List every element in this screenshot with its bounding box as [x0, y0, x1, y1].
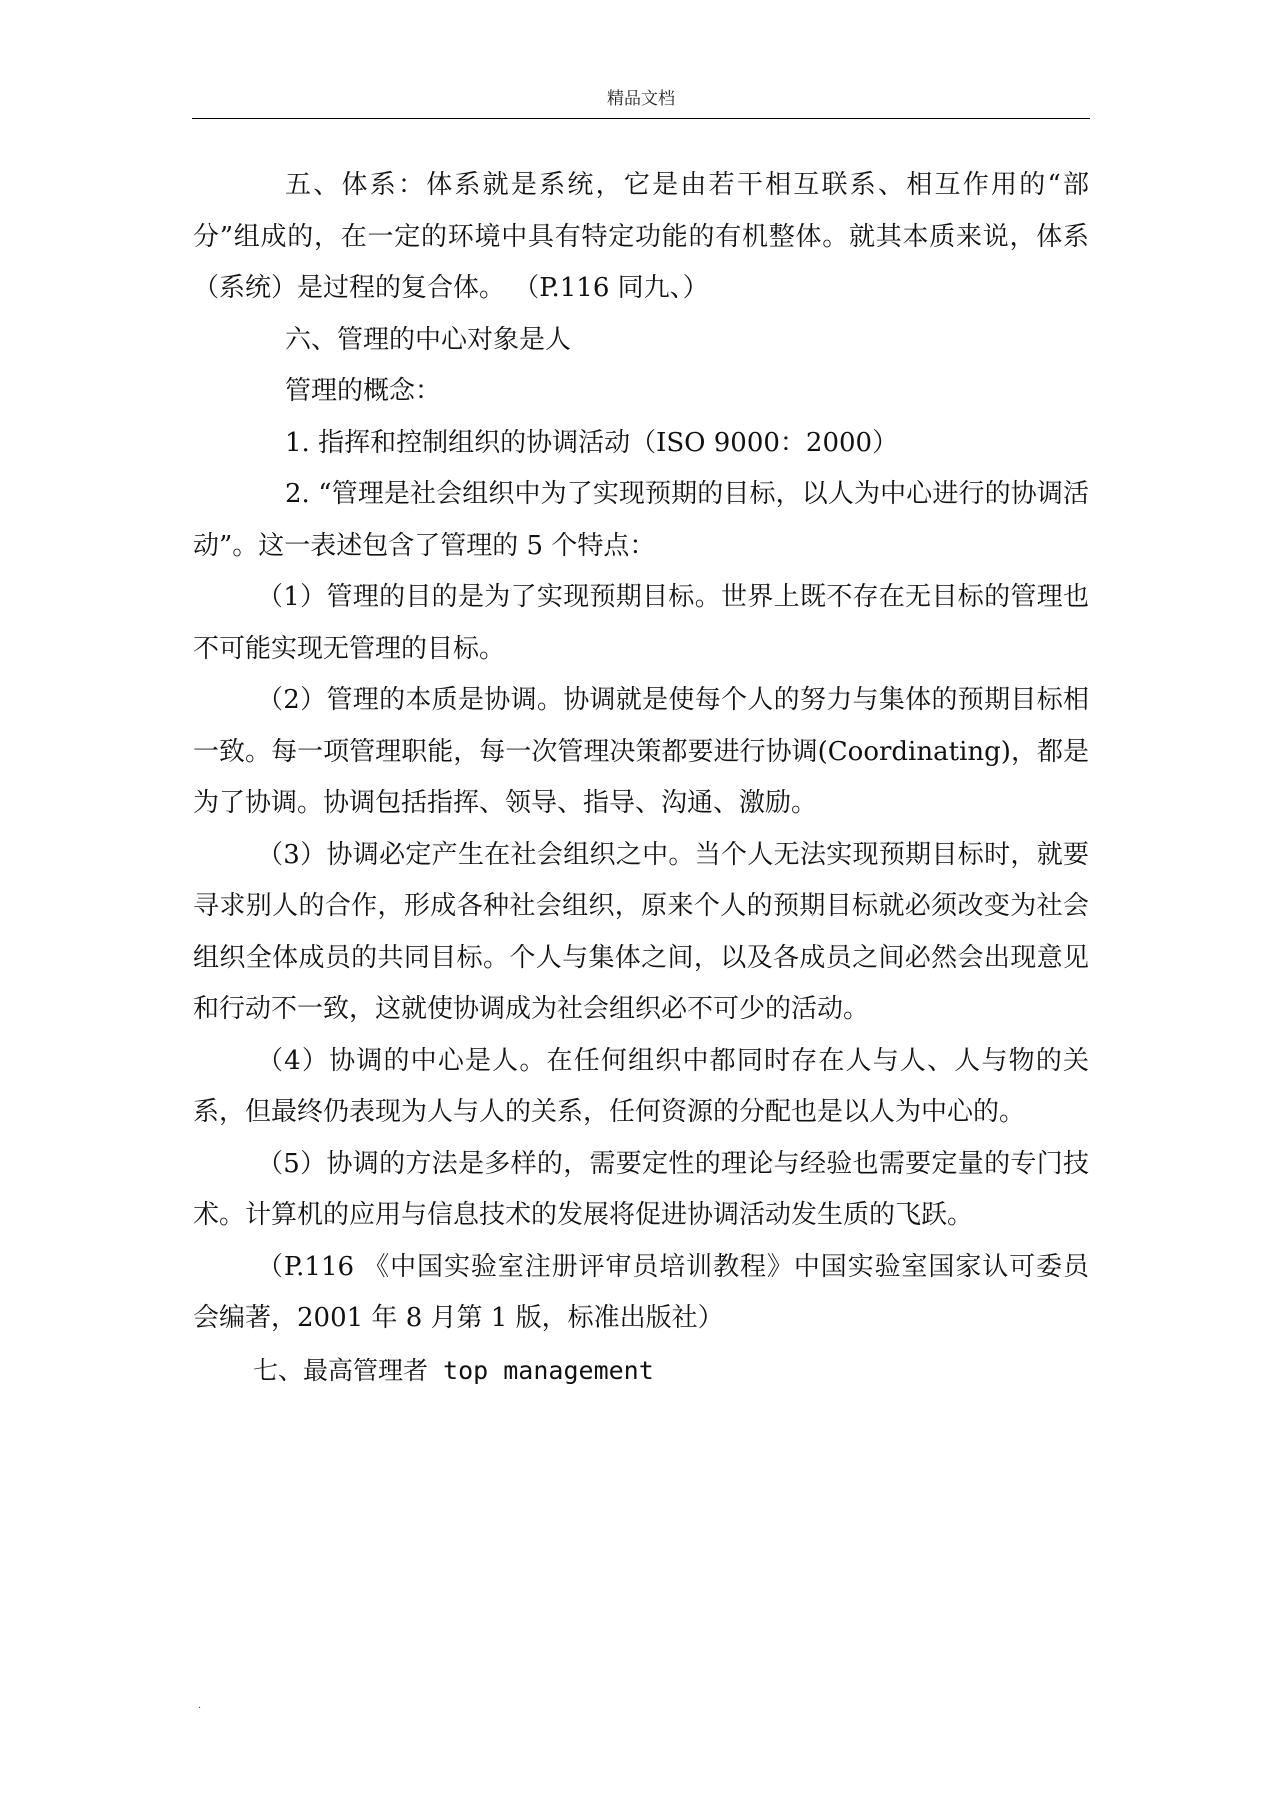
page-header-title: 精品文档: [607, 89, 675, 109]
heading-management-concept: 管理的概念：: [285, 376, 442, 406]
feature-item-2: （2）管理的本质是协调。协调就是使每个人的努力与集体的预期目标相一致。每一项管理职能，每一次管理决策都要进行协调(Coordinating)，都是为了协调。协调包括指挥、领导、指导、沟通、激励。: [193, 685, 1089, 818]
document-body: [193, 160, 1089, 1396]
feature-item-4: （4）协调的中心是人。在任何组织中都同时存在人与人、人与物的关系，但最终仍表现为人与人的关系，任何资源的分配也是以人为中心的。: [193, 1045, 1089, 1127]
feature-item-1: （1）管理的目的是为了实现预期目标。世界上既不存在无目标的管理也不可能实现无管理的目标。: [193, 582, 1089, 664]
heading-management-center: 六、管理的中心对象是人: [285, 324, 572, 355]
list-item-concept-1: 1. 指挥和控制组织的协调活动（ISO 9000：2000）: [285, 427, 899, 458]
feature-item-5: （5）协调的方法是多样的，需要定性的理论与经验也需要定量的专门技术。计算机的应用与信息技术的发展将促进协调活动发生质的飞跃。: [193, 1148, 1089, 1230]
heading-top-management: 七、最高管理者 top management: [253, 1355, 654, 1385]
feature-item-3: （3）协调必定产生在社会组织之中。当个人无法实现预期目标时，就要寻求别人的合作，形成各种社会组织，原来个人的预期目标就必须改变为社会组织全体成员的共同目标。个人与集体之间，以及各成员之间必然会出现意见和行动不一致，这就使协调成为社会组织必不可少的活动。: [193, 839, 1089, 1024]
list-item-concept-2: 2. “管理是社会组织中为了实现预期的目标，以人为中心进行的协调活动”。这一表述包含了管理的 5 个特点：: [193, 479, 1089, 561]
footer-mark: .: [198, 1700, 202, 1711]
citation-reference: （P.116 《中国实验室注册评审员培训教程》中国实验室国家认可委员会编著，2001 年 8 月第 1 版，标准出版社）: [193, 1251, 1089, 1333]
header-divider: [192, 118, 1090, 119]
paragraph-system-definition: 五、体系：体系就是系统，它是由若干相互联系、相互作用的“部分”组成的，在一定的环境中具有特定功能的有机整体。就其本质来说，体系（系统）是过程的复合体。 （P.116 同九、）: [193, 170, 1089, 303]
